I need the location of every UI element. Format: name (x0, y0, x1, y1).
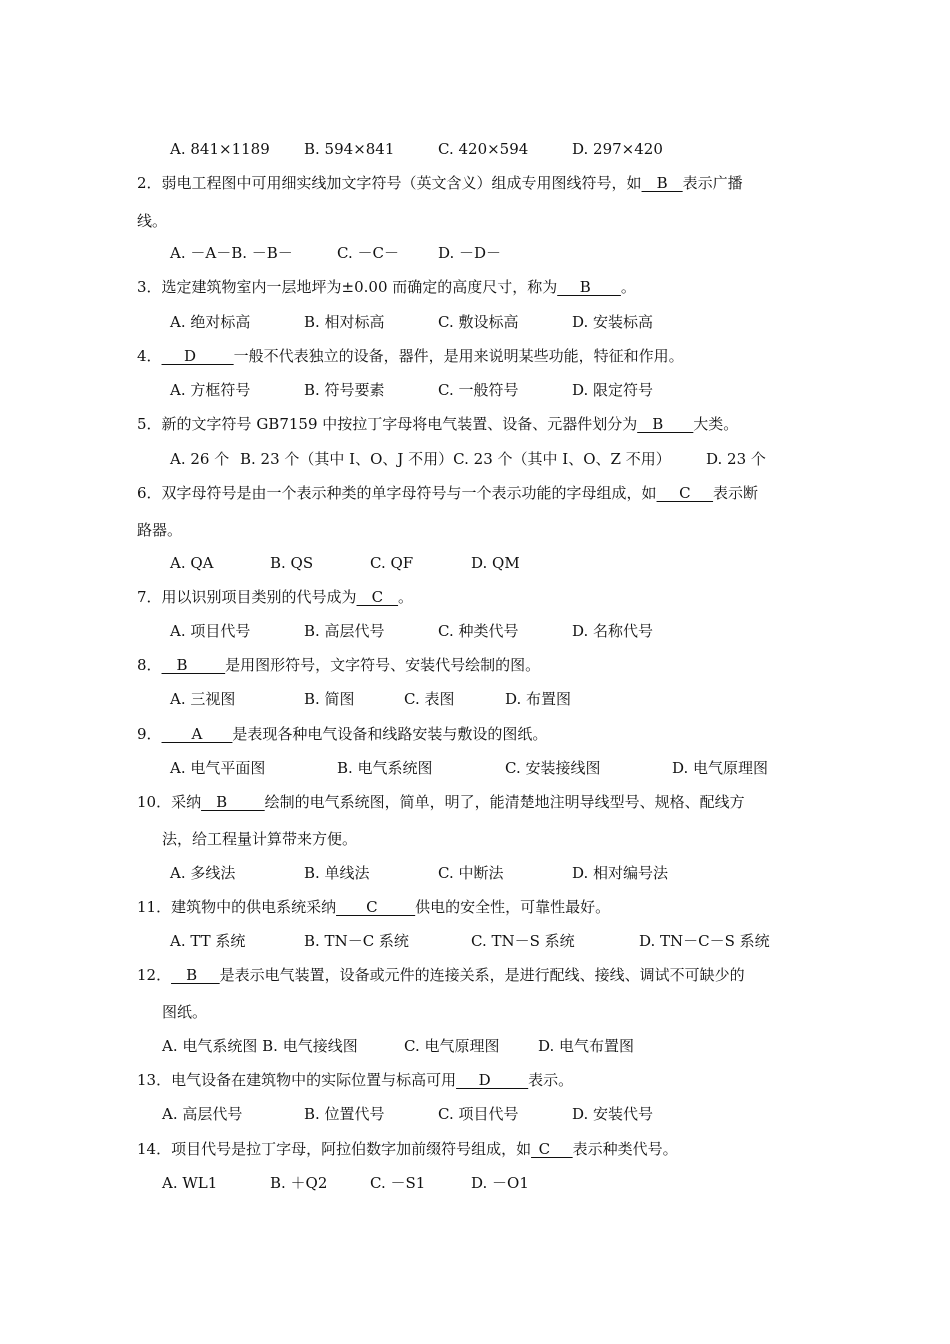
answer-blank: __B____ (637, 415, 694, 433)
answer-blank: ___C___ (656, 484, 714, 502)
q4-option-d: D. 限定符号 (572, 381, 654, 399)
question-14 (137, 1139, 678, 1159)
question-text: 新的文字符号 GB7159 中按拉丁字母将电气装置、设备、元器件划分为 (161, 415, 638, 433)
q12-option-d: D. 电气布置图 (538, 1037, 635, 1055)
q3-option-c: C. 敷设标高 (438, 313, 519, 331)
question-number: 11． (137, 898, 172, 916)
question-6 (137, 483, 758, 503)
q4-option-c: C. 一般符号 (438, 381, 519, 399)
q14-option-a: A. WL1 (162, 1174, 218, 1192)
q5-option-a: A. 26 个 (170, 450, 230, 468)
q13-option-c: C. 项目代号 (438, 1105, 519, 1123)
q14-option-c: C. －S1 (370, 1174, 426, 1192)
question-number: 10． (137, 793, 172, 811)
q5-option-d: D. 23 个 (706, 450, 766, 468)
q1-option-b: B. 594×841 (304, 140, 395, 158)
answer-blank: ___D_____ (161, 347, 234, 365)
question-number: 6． (137, 484, 162, 502)
q1-option-a: A. 841×1189 (170, 140, 270, 158)
question-text: 电气设备在建筑物中的实际位置与标高可用 (171, 1071, 457, 1089)
q13-option-d: D. 安装代号 (572, 1105, 654, 1123)
question-2 (137, 173, 743, 193)
question-text: 是用图形符号，文字符号、安装代号绘制的图。 (225, 656, 541, 674)
question-text: 选定建筑物室内一层地坪为±0.00 而确定的高度尺寸，称为 (161, 278, 558, 296)
q8-option-c: C. 表图 (404, 690, 455, 708)
answer-blank: ____A____ (161, 725, 233, 743)
question-number: 5． (137, 415, 162, 433)
q6-option-a: A. QA (170, 554, 214, 572)
q9-option-c: C. 安装接线图 (505, 759, 601, 777)
question-12 (137, 965, 745, 985)
q8-option-b: B. 简图 (304, 690, 355, 708)
q9-option-d: D. 电气原理图 (672, 759, 769, 777)
question-4 (137, 346, 684, 366)
question-number: 8． (137, 656, 162, 674)
question-6-continued: 路器。 (137, 521, 183, 539)
answer-blank: ____C_____ (336, 898, 416, 916)
q2-option-d: D. －D－ (438, 244, 502, 262)
question-3 (137, 277, 636, 297)
q1-option-d: D. 297×420 (572, 140, 663, 158)
q3-option-d: D. 安装标高 (572, 313, 654, 331)
q12-option-ab: A. 电气系统图 B. 电气接线图 (162, 1037, 358, 1055)
question-12-continued: 图纸。 (162, 1003, 208, 1021)
question-10 (137, 792, 745, 812)
q10-option-a: A. 多线法 (170, 864, 236, 882)
q13-option-b: B. 位置代号 (304, 1105, 385, 1123)
q9-option-a: A. 电气平面图 (170, 759, 266, 777)
question-text: 采纳 (171, 793, 202, 811)
question-7 (137, 587, 413, 607)
q10-option-d: D. 相对编号法 (572, 864, 669, 882)
question-number: 9． (137, 725, 162, 743)
question-text: 是表示电气装置，设备或元件的连接关系，是进行配线、接线、调试不可缺少的 (219, 966, 745, 984)
question-text-end: 表示断 (713, 484, 759, 502)
q14-option-d: D. －O1 (471, 1174, 529, 1192)
answer-blank: ___B____ (557, 278, 621, 296)
q14-option-b: B. ＋Q2 (270, 1174, 328, 1192)
q10-option-b: B. 单线法 (304, 864, 370, 882)
q9-option-b: B. 电气系统图 (337, 759, 433, 777)
q11-option-b: B. TN－C 系统 (304, 932, 409, 950)
q4-option-b: B. 符号要素 (304, 381, 385, 399)
question-text-end: 。 (620, 278, 636, 296)
q8-option-a: A. 三视图 (170, 690, 236, 708)
q13-option-a: A. 高层代号 (162, 1105, 243, 1123)
question-number: 7． (137, 588, 162, 606)
question-11 (137, 897, 610, 917)
question-number: 12． (137, 966, 172, 984)
q6-option-c: C. QF (370, 554, 414, 572)
q3-option-b: B. 相对标高 (304, 313, 385, 331)
question-number: 4． (137, 347, 162, 365)
question-text-end: 大类。 (693, 415, 739, 433)
question-text-end: 表示种类代号。 (572, 1140, 678, 1158)
q10-option-c: C. 中断法 (438, 864, 504, 882)
question-number: 3． (137, 278, 162, 296)
q11-option-a: A. TT 系统 (170, 932, 246, 950)
question-text-end: 表示广播 (682, 174, 743, 192)
question-number: 2． (137, 174, 162, 192)
question-text-end: 供电的安全性，可靠性最好。 (415, 898, 611, 916)
answer-blank: __B_____ (161, 656, 226, 674)
question-number: 14． (137, 1140, 172, 1158)
q11-option-d: D. TN－C－S 系统 (639, 932, 770, 950)
question-text: 项目代号是拉丁字母，阿拉伯数字加前缀符号组成，如 (171, 1140, 532, 1158)
q8-option-d: D. 布置图 (505, 690, 572, 708)
q2-option-ab: A. －A－B. －B－ (170, 244, 293, 262)
q7-option-b: B. 高层代号 (304, 622, 385, 640)
answer-blank: __B__ (641, 174, 683, 192)
question-8 (137, 655, 540, 675)
q7-option-d: D. 名称代号 (572, 622, 654, 640)
question-text: 弱电工程图中可用细实线加文字符号（英文含义）组成专用图线符号，如 (161, 174, 642, 192)
q7-option-c: C. 种类代号 (438, 622, 519, 640)
q5-option-bc: B. 23 个（其中 I、O、J 不用）C. 23 个（其中 I、O、Z 不用） (240, 450, 671, 468)
answer-blank: ___D_____ (456, 1071, 529, 1089)
question-13 (137, 1070, 573, 1090)
question-text-end: 表示。 (528, 1071, 574, 1089)
question-text: 建筑物中的供电系统采纳 (171, 898, 337, 916)
question-2-continued: 线。 (137, 212, 168, 230)
question-text: 是表现各种电气设备和线路安装与敷设的图纸。 (232, 725, 548, 743)
question-text-end: 。 (398, 588, 414, 606)
question-10-continued: 法，给工程量计算带来方便。 (162, 830, 358, 848)
answer-blank: _C___ (531, 1140, 573, 1158)
question-text: 用以识别项目类别的代号成为 (161, 588, 357, 606)
q1-option-c: C. 420×594 (438, 140, 529, 158)
q4-option-a: A. 方框符号 (170, 381, 251, 399)
question-number: 13． (137, 1071, 172, 1089)
q12-option-c: C. 电气原理图 (404, 1037, 500, 1055)
q6-option-d: D. QM (471, 554, 520, 572)
q7-option-a: A. 项目代号 (170, 622, 251, 640)
question-text: 一般不代表独立的设备，器件，是用来说明某些功能，特征和作用。 (233, 347, 684, 365)
q6-option-b: B. QS (270, 554, 314, 572)
answer-blank: __B_____ (201, 793, 265, 811)
q11-option-c: C. TN－S 系统 (471, 932, 575, 950)
answer-blank: __C__ (356, 588, 399, 606)
question-text: 双字母符号是由一个表示种类的单字母符号与一个表示功能的字母组成，如 (161, 484, 657, 502)
q3-option-a: A. 绝对标高 (170, 313, 251, 331)
answer-blank: __B___ (171, 966, 220, 984)
question-text-end: 绘制的电气系统图，简单，明了，能清楚地注明导线型号、规格、配线方 (264, 793, 745, 811)
question-9 (137, 724, 547, 744)
question-5 (137, 414, 738, 434)
q2-option-c: C. －C－ (337, 244, 399, 262)
